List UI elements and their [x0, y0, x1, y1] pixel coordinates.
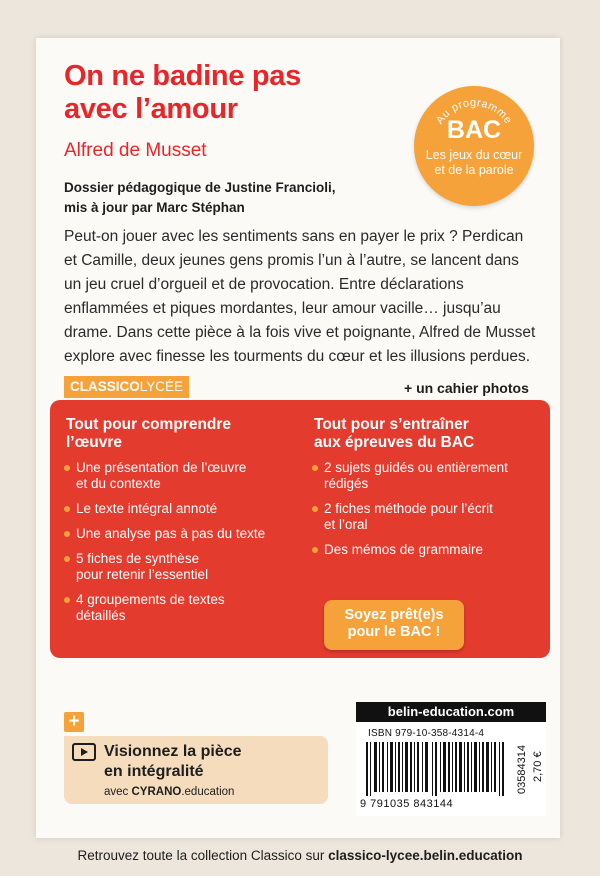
left-column-title	[66, 416, 231, 452]
list-item	[62, 501, 298, 517]
list-item	[310, 460, 546, 492]
list-item-text: Une analyse pas à pas du texte	[76, 526, 266, 541]
barcode-block	[356, 702, 546, 816]
list-item-text: 5 fiches de synthèse	[76, 551, 200, 566]
isbn-number: ISBN 979-10-358-4314-4	[368, 728, 485, 739]
price-label: 2,70 €	[532, 751, 544, 782]
dossier-line-2: mis à jour par Marc Stéphan	[64, 200, 245, 215]
badge-arc-text	[414, 86, 534, 206]
bullet-icon	[64, 597, 70, 603]
dossier-line-1: Dossier pédagogique de Justine Francioli,	[64, 180, 336, 195]
list-item-text: Une présentation de l’œuvre	[76, 460, 247, 475]
list-item-text: Des mémos de grammaire	[324, 542, 484, 557]
video-offer	[64, 736, 328, 804]
plus-icon: +	[64, 712, 84, 732]
dossier-credit	[64, 178, 336, 218]
badge-bac-label: BAC	[446, 116, 502, 144]
list-item-text: pour retenir l’essentiel	[76, 567, 209, 582]
list-item	[62, 551, 298, 583]
bullet-icon	[64, 506, 70, 512]
features-panel	[50, 400, 550, 658]
list-item-text: 2 fiches méthode pour l’écrit	[324, 501, 493, 516]
barcode-icon	[366, 742, 508, 796]
video-title-line-1: Visionnez la pièce	[104, 743, 242, 760]
right-feature-list	[310, 460, 546, 567]
bac-badge	[414, 86, 534, 206]
footer-link[interactable]: classico-lycee.belin.education	[328, 848, 523, 863]
list-item	[62, 460, 298, 492]
right-title-line-1: Tout pour s’entraîner	[314, 416, 469, 433]
cta-line-2: pour le BAC !	[347, 624, 441, 640]
bullet-icon	[64, 465, 70, 471]
book-title	[64, 60, 301, 126]
bac-ready-badge	[324, 600, 464, 650]
video-provider-suffix: .education	[181, 786, 235, 798]
list-item-text: 2 sujets guidés ou entièrement	[324, 460, 508, 475]
video-provider-prefix: avec	[104, 786, 132, 798]
badge-theme-line-2: et de la parole	[434, 163, 514, 177]
bullet-icon	[312, 465, 318, 471]
bullet-icon	[64, 556, 70, 562]
list-item-text: rédigés	[324, 476, 369, 491]
left-title-line-1: Tout pour comprendre	[66, 416, 232, 433]
photo-booklet-note: + un cahier photos	[404, 380, 529, 396]
list-item	[62, 592, 298, 624]
bullet-icon	[312, 547, 318, 553]
list-item-text: 4 groupements de textes	[76, 592, 225, 607]
list-item	[62, 526, 298, 542]
badge-theme	[422, 148, 526, 178]
badge-theme-line-1: Les jeux du cœur	[425, 148, 523, 162]
right-title-line-2: aux épreuves du BAC	[314, 434, 475, 451]
list-item	[310, 501, 546, 533]
list-item-text: et du contexte	[76, 476, 161, 491]
left-feature-list	[62, 460, 298, 633]
author-name: Alfred de Musset	[64, 140, 207, 161]
barcode-number: 9 791035 843144	[360, 798, 454, 810]
book-summary: Peut-on jouer avec les sentiments sans en payer le prix ? Perdican et Camille, deux jeunes gens promis l’un à l’autre, se lancent dans un jeu cruel d’orgueil et de provocation. Entre déclarations enflammées et piques mordantes, leur amour vacille… jusqu’au drame. Dans cette pièce à la fois vive et poignante, Alfred de Musset explore avec finesse les tourments du cœur et les illusions perdues.	[64, 228, 536, 365]
list-item-text: détaillés	[76, 608, 126, 623]
video-title-line-2: en intégralité	[104, 763, 204, 780]
book-title-line-2: avec l’amour	[64, 93, 238, 125]
right-column-title	[314, 416, 474, 452]
bullet-icon	[312, 506, 318, 512]
badge-arc-label: Au programme	[433, 96, 515, 127]
book-title-line-1: On ne badine pas	[64, 60, 301, 92]
video-provider	[104, 786, 234, 798]
cta-line-1: Soyez prêt(e)s	[344, 607, 444, 623]
collection-name-part-1: CLASSICO	[70, 379, 140, 394]
play-icon	[72, 743, 96, 761]
list-item	[310, 542, 546, 558]
video-title	[104, 742, 242, 782]
publisher-website: belin-education.com	[356, 702, 546, 722]
list-item-text: et l’oral	[324, 517, 368, 532]
product-code: 03584314	[516, 745, 528, 794]
footer-prefix: Retrouvez toute la collection Classico sur	[77, 848, 329, 863]
collection-name-part-2: LYCÉE	[139, 379, 184, 394]
video-provider-brand: CYRANO	[131, 786, 182, 798]
list-item-text: Le texte intégral annoté	[76, 501, 218, 516]
left-title-line-2: l’œuvre	[66, 434, 122, 451]
bullet-icon	[64, 531, 70, 537]
collection-tab	[64, 376, 189, 398]
footer-note	[0, 848, 600, 863]
